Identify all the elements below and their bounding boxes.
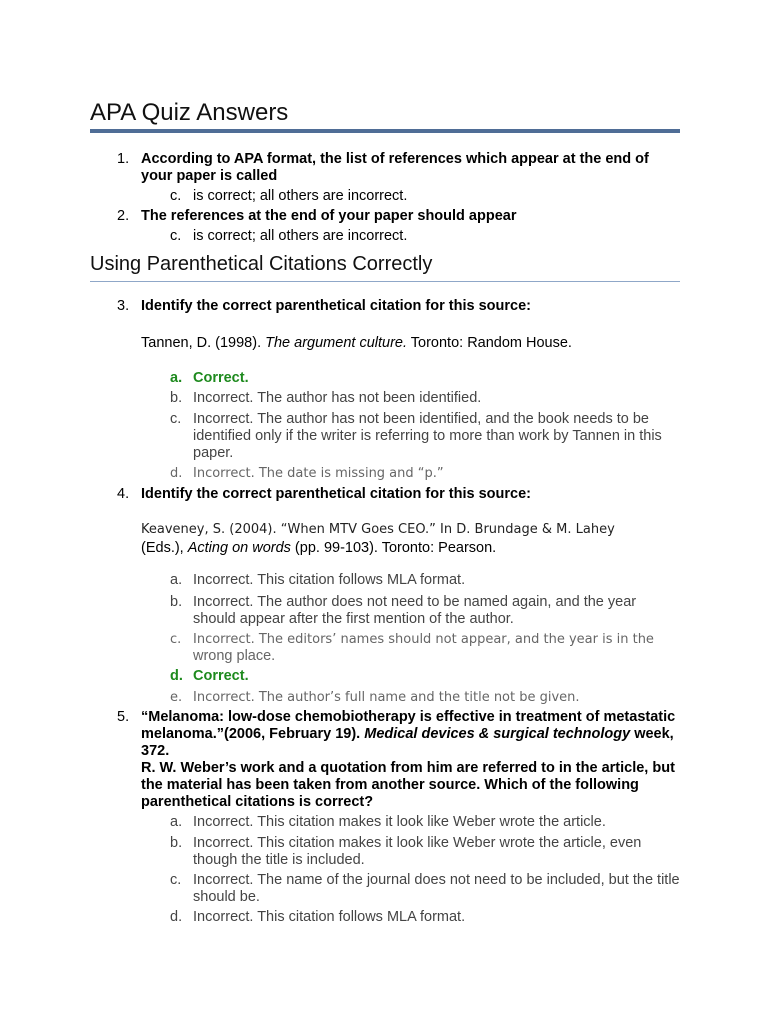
answer-option [170, 465, 680, 482]
reference-title: The argument culture. [265, 335, 407, 351]
option-text: paper. [193, 445, 234, 461]
option-letter: d. [170, 909, 183, 925]
question-3 [117, 298, 687, 315]
option-text: Incorrect. This citation follows MLA format. [193, 909, 466, 925]
reference-title: melanoma.”(2006, February 19). [141, 726, 365, 742]
option-text: should appear after the first mention of the author. [193, 611, 514, 627]
reference-issue: week, [630, 726, 674, 742]
question-2 [117, 208, 687, 225]
section-heading: Using Parenthetical Citations Correctly [90, 253, 433, 275]
reference-title: Acting on words [187, 540, 291, 556]
answer-option [170, 631, 680, 665]
option-text: Correct. [193, 370, 249, 386]
option-letter: c. [170, 632, 182, 647]
option-letter: c. [170, 228, 182, 244]
option-text: is correct; all others are incorrect. [193, 228, 408, 244]
question-text-line: your paper is called [141, 168, 278, 184]
question-text-line: parenthetical citations is correct? [141, 794, 374, 810]
answer-option [170, 835, 680, 869]
question-number: 4. [117, 486, 130, 502]
option-letter: e. [170, 690, 183, 705]
page-title: APA Quiz Answers [90, 99, 289, 126]
option-text: Incorrect. The date is missing and “p.” [193, 466, 444, 481]
option-text: Incorrect. The author has not been identified. [193, 390, 482, 406]
question-number: 3. [117, 298, 130, 314]
option-letter: c. [170, 872, 182, 888]
question-number: 1. [117, 151, 130, 167]
reference-line: Keaveney, S. (2004). “When MTV Goes CEO.” In D. Brundage & M. Lahey [141, 522, 615, 537]
question-1 [117, 151, 687, 185]
answer-option [170, 572, 680, 589]
question-text-line: Identify the correct parenthetical citation for this source: [141, 298, 531, 314]
option-text: Incorrect. The author’s full name and the title not be given. [193, 690, 580, 705]
question-number: 2. [117, 208, 130, 224]
reference-publisher: Toronto: Random House. [407, 335, 572, 351]
question-text-line: According to APA format, the list of references which appear at the end of [141, 151, 649, 167]
option-letter: d. [170, 466, 183, 481]
option-text: Incorrect. This citation makes it look like Weber wrote the article, even [193, 835, 642, 851]
option-text: is correct; all others are incorrect. [193, 188, 408, 204]
answer-option [170, 411, 680, 462]
journal-title: Medical devices & surgical technology [364, 726, 631, 742]
answer-option [170, 909, 680, 926]
option-letter: a. [170, 370, 183, 386]
reference-citation [141, 521, 681, 557]
option-text: Incorrect. The author does not need to be named again, and the year [193, 594, 637, 610]
option-letter: b. [170, 835, 183, 851]
reference-publisher: (pp. 99-103). Toronto: Pearson. [290, 540, 497, 556]
option-text: Incorrect. The author has not been identified, and the book needs to be [193, 411, 649, 427]
option-text: Incorrect. This citation follows MLA format. [193, 572, 466, 588]
section-divider [90, 281, 680, 282]
title-divider [90, 129, 680, 133]
question-text-line: “Melanoma: low-dose chemobiotherapy is effective in treatment of metastatic [141, 709, 676, 725]
option-text: Incorrect. This citation makes it look like Weber wrote the article. [193, 814, 606, 830]
option-letter: b. [170, 594, 183, 610]
option-text: should be. [193, 889, 260, 905]
option-text: Incorrect. The name of the journal does not need to be included, but the title [193, 872, 680, 888]
answer-option [170, 689, 680, 706]
option-letter: a. [170, 572, 183, 588]
option-text: though the title is included. [193, 852, 365, 868]
question-text-line: R. W. Weber’s work and a quotation from him are referred to in the article, but [141, 760, 675, 776]
option-text: Incorrect. The editors’ names should not appear, and the year is in the [193, 632, 654, 647]
option-letter: d. [170, 668, 183, 684]
answer-option [170, 668, 680, 685]
answer-option [170, 814, 680, 831]
question-text-line [141, 726, 687, 743]
option-text: Correct. [193, 668, 249, 684]
answer-option [170, 390, 680, 407]
answer-option [170, 594, 680, 628]
answer-option [170, 228, 680, 245]
question-text-line: Identify the correct parenthetical citation for this source: [141, 486, 531, 502]
reference-editors: (Eds.), [141, 540, 188, 556]
question-5 [117, 709, 687, 811]
question-text-line: the material has been taken from another source. Which of the following [141, 777, 639, 793]
answer-option [170, 370, 680, 387]
question-text-line: 372. [141, 743, 170, 759]
reference-author: Tannen, D. (1998). [141, 335, 266, 351]
option-text: wrong place. [193, 648, 276, 664]
option-letter: c. [170, 411, 182, 427]
question-4 [117, 486, 687, 503]
option-letter: c. [170, 188, 182, 204]
question-number: 5. [117, 709, 130, 725]
question-text-line: The references at the end of your paper should appear [141, 208, 517, 224]
option-text: identified only if the writer is referring to more than work by Tannen in this [193, 428, 662, 444]
option-letter: b. [170, 390, 183, 406]
option-letter: a. [170, 814, 183, 830]
answer-option [170, 872, 680, 906]
reference-citation [141, 335, 681, 352]
answer-option [170, 188, 680, 205]
